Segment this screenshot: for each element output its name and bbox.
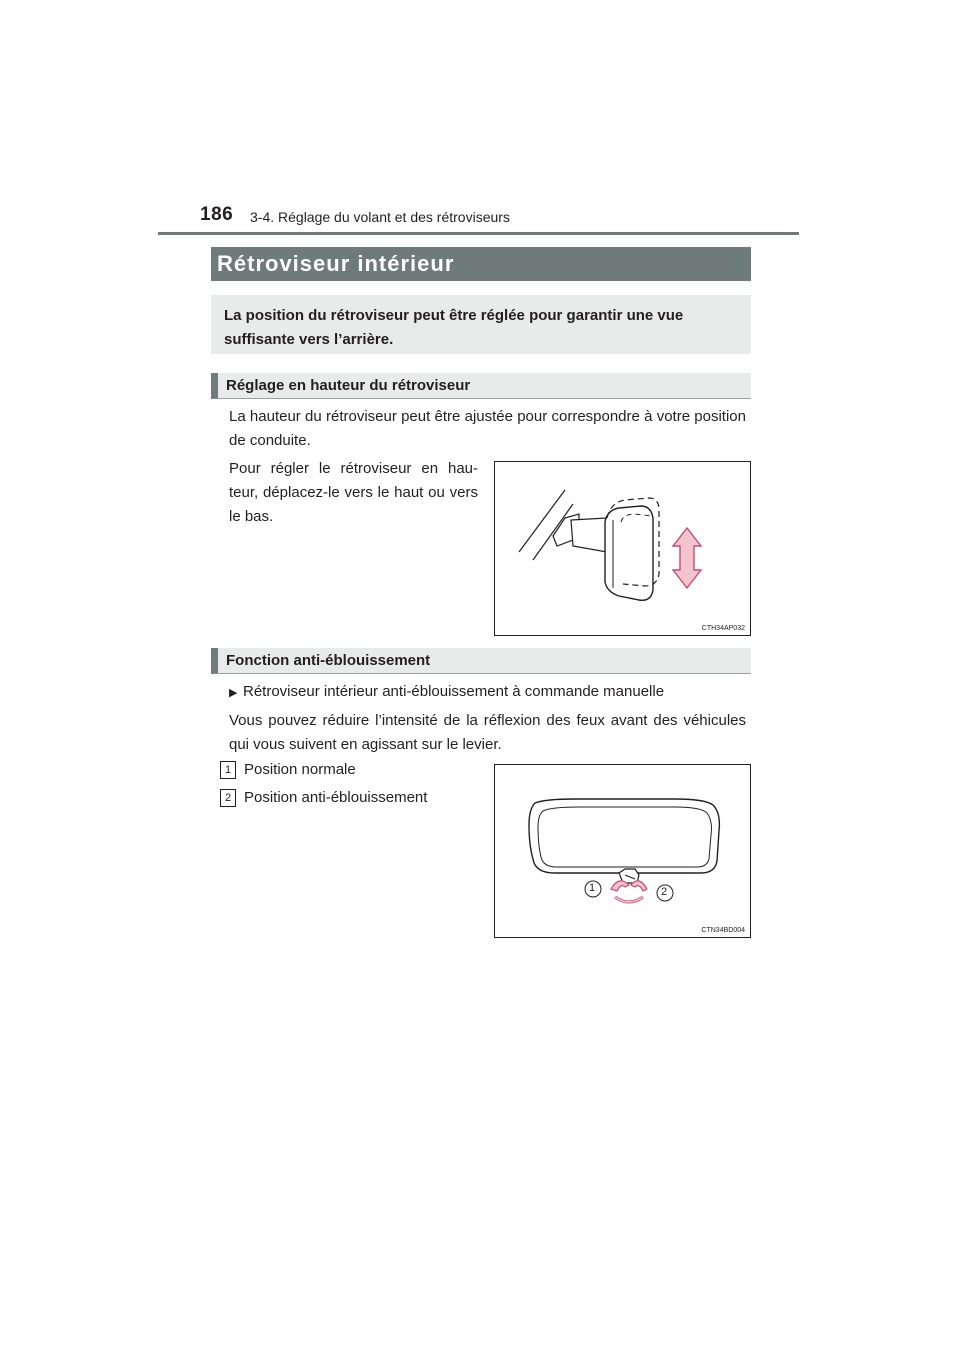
callout-1: 1 — [589, 882, 596, 894]
header-rule — [158, 232, 799, 235]
bullet-item — [229, 680, 664, 705]
subheading-anti-glare: Fonction anti-éblouissement — [211, 648, 751, 674]
intro-box — [211, 295, 751, 354]
callout-2: 2 — [661, 886, 668, 898]
mirror-height-illustration — [495, 462, 752, 637]
list-item — [220, 760, 356, 780]
chapter-title: 3-4. Réglage du volant et des rétroviseurs — [250, 209, 510, 225]
figure-code: CTH34AP032 — [701, 625, 745, 632]
figure-code: CTN34BD004 — [701, 927, 745, 934]
height-adjust-instruction: Pour régler le rétroviseur en hau-teur, déplacez-le vers le haut ou vers le bas. — [229, 460, 478, 525]
figure-mirror-height — [494, 461, 751, 636]
figure-anti-glare-mirror — [494, 764, 751, 938]
section-title: Rétroviseur intérieur — [211, 247, 751, 281]
intro-text: La position du rétroviseur peut être réglée pour garantir une vue suffisante vers l’arrière. — [224, 307, 684, 348]
list-item-label: Position normale — [244, 761, 356, 778]
height-adjust-paragraph: La hauteur du rétroviseur peut être ajustée pour correspondre à votre position de conduite. — [229, 408, 746, 449]
bullet-text: Rétroviseur intérieur anti-éblouissement à commande manuelle — [243, 683, 665, 700]
page-number: 186 — [200, 204, 234, 225]
anti-glare-paragraph: Vous pouvez réduire l’intensité de la réflexion des feux avant des véhicules qui vous suivent en agissant sur le levier. — [229, 712, 746, 753]
number-badge: 2 — [220, 789, 236, 807]
list-item-label: Position anti-éblouissement — [244, 789, 428, 806]
anti-glare-mirror-illustration — [495, 765, 752, 939]
triangle-bullet-icon: ▶ — [229, 687, 238, 699]
number-badge: 1 — [220, 761, 236, 779]
subheading-height-adjust: Réglage en hauteur du rétroviseur — [211, 373, 751, 399]
list-item — [220, 788, 427, 808]
